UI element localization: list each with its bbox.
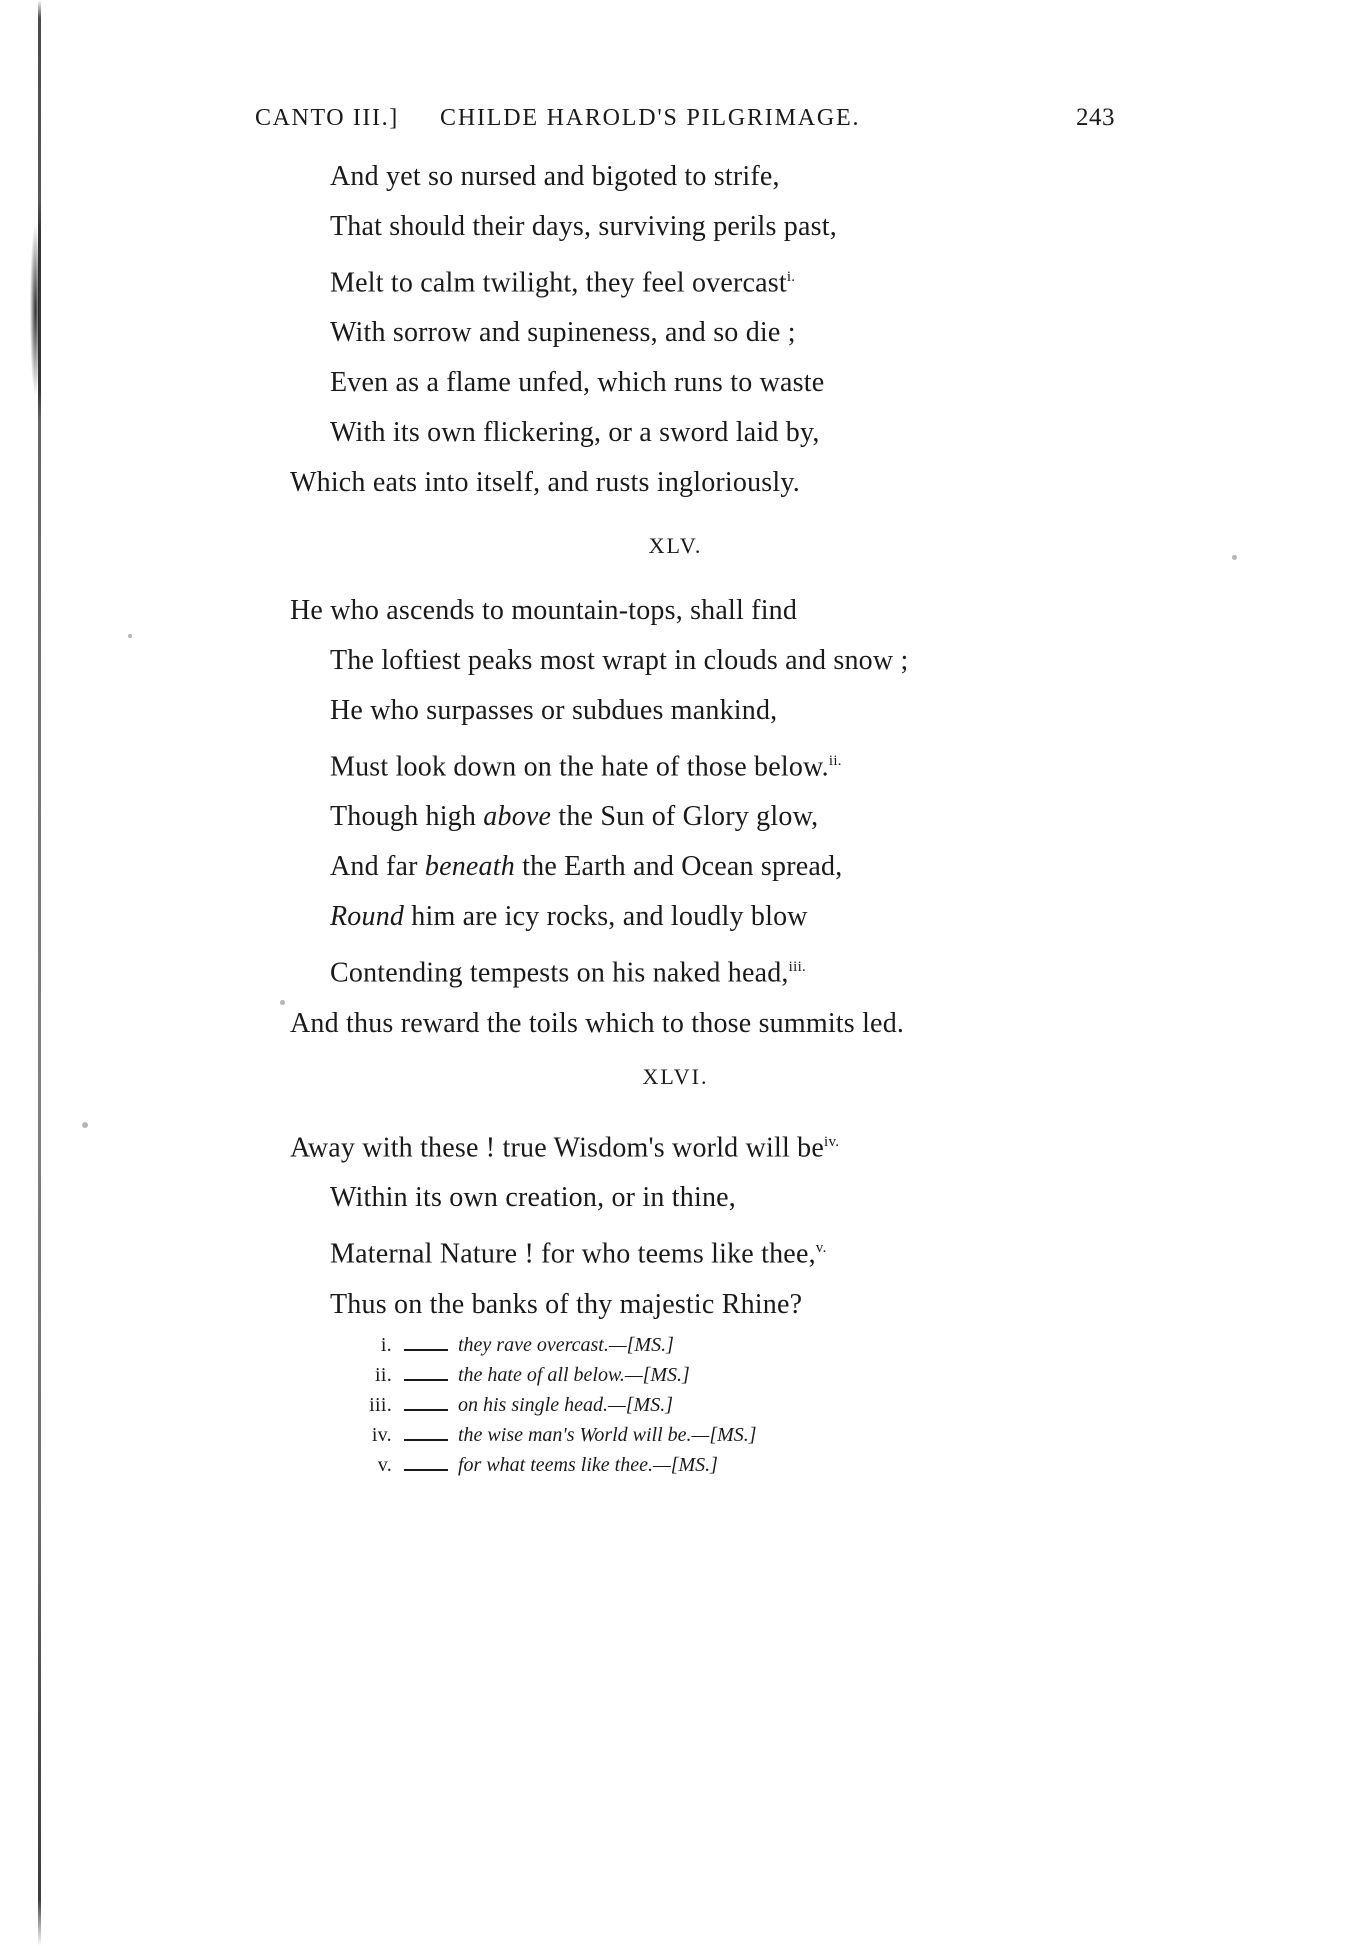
footnote-text: on his single head.—[MS.] — [458, 1394, 673, 1416]
footnote-number: v. — [377, 1454, 392, 1476]
footnote-number: ii. — [374, 1364, 392, 1386]
verse-line: And yet so nursed and bigoted to strife, — [330, 161, 780, 192]
footnote-marker: v. — [815, 1240, 827, 1257]
book-title: CHILDE HAROLD'S PILGRIMAGE. — [440, 105, 861, 131]
running-head — [255, 104, 1115, 132]
footnote-marker: ii. — [828, 753, 842, 769]
scan-speck — [1232, 555, 1237, 560]
verse-line: Thus on the banks of thy majestic Rhine? — [330, 1288, 803, 1320]
emphasis-above: above — [483, 801, 552, 833]
footnote-item — [0, 1420, 1351, 1450]
verse-line: And far beneath the Earth and Ocean spread, — [330, 851, 843, 883]
footnote-marker: iii. — [788, 959, 807, 976]
footnote-number: i. — [380, 1334, 392, 1356]
stanza-number: XLVI. — [642, 1064, 709, 1089]
scan-speck — [82, 1122, 88, 1128]
verse-line: Though high above the Sun of Glory glow, — [330, 801, 819, 833]
verse-line: With sorrow and supineness, and so die ; — [330, 317, 796, 349]
stanza-number: XLV. — [648, 533, 703, 558]
footnote-rule — [404, 1379, 448, 1381]
verse-line: With its own flickering, or a sword laid by, — [330, 417, 820, 449]
verse-line: Must look down on the hate of those below.$^{ii.}$ — [330, 751, 842, 783]
verse-line: He who surpasses or subdues mankind, — [330, 695, 778, 726]
scan-speck — [128, 634, 132, 638]
verse-line: He who ascends to mountain-tops, shall find — [290, 595, 798, 626]
footnote-number: iv. — [371, 1424, 392, 1446]
verse-line: Maternal Nature ! for who teems like thee,$^{v.}$ — [330, 1238, 827, 1270]
footnote-text: the wise man's World will be.—[MS.] — [458, 1424, 757, 1446]
verse-line: Round him are icy rocks, and loudly blow — [330, 901, 808, 933]
footnote-rule — [404, 1469, 448, 1471]
verse-line: Contending tempests on his naked head,$^{iii.}$ — [330, 957, 807, 989]
footnote-item — [0, 1450, 1351, 1480]
footnote-rule — [404, 1439, 448, 1441]
emphasis-beneath: beneath — [424, 851, 515, 883]
footnote-marker: iv. — [823, 1134, 840, 1150]
footnote-item — [0, 1330, 1351, 1360]
verse-line: Melt to calm twilight, they feel overcast$^{i.}$ — [330, 267, 796, 299]
verse-line: Away with these ! true Wisdom's world will $be^{iv.}$ — [290, 1132, 840, 1164]
running-head-left — [255, 105, 860, 132]
verse-line: The loftiest peaks most wrapt in clouds and snow ; — [330, 645, 909, 676]
footnote-list — [0, 1330, 1351, 1480]
verse-line: Which eats into itself, and rusts ingloriously. — [290, 467, 800, 499]
verse-line: Even as a flame unfed, which runs to waste — [330, 367, 825, 399]
footnote-item — [0, 1360, 1351, 1390]
stanza-block — [0, 152, 1351, 508]
footnote-text: the hate of all below.—[MS.] — [458, 1364, 690, 1386]
footnote-item — [0, 1390, 1351, 1420]
page-number: 243 — [1076, 104, 1115, 131]
verse-line: Within its own creation, or in thine, — [330, 1182, 736, 1214]
verse-line: That should their days, surviving perils past, — [330, 211, 837, 242]
emphasis-round: Round — [330, 901, 405, 933]
footnote-number: iii. — [369, 1394, 392, 1416]
footnote-rule — [404, 1409, 448, 1411]
canto-label: CANTO III.] — [255, 105, 399, 131]
footnote-marker: i. — [786, 269, 796, 285]
stanza-block — [0, 1117, 1351, 1330]
stanza-block — [0, 586, 1351, 1049]
scan-speck — [280, 1000, 285, 1005]
footnote-text: they rave overcast.—[MS.] — [458, 1334, 674, 1356]
footnote-rule — [404, 1349, 448, 1351]
verse-line: And thus reward the toils which to those summits led. — [290, 1007, 905, 1039]
footnote-text: for what teems like thee.—[MS.] — [458, 1454, 718, 1476]
